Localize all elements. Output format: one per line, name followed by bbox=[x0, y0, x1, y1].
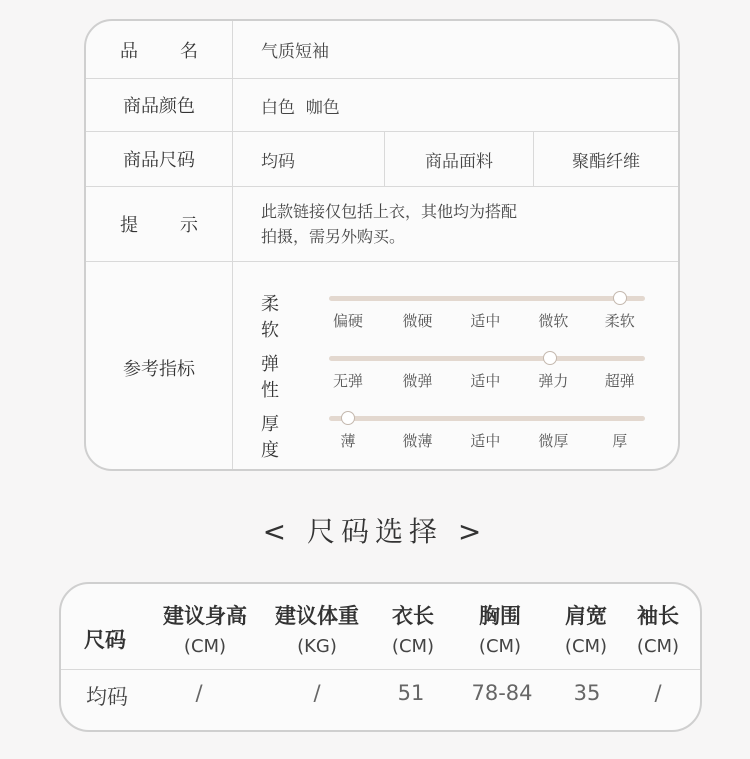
slider-tick: 厚 bbox=[612, 432, 628, 450]
slider-knob bbox=[341, 411, 355, 425]
table-cell: / bbox=[195, 681, 203, 705]
color-label: 商品颜色 bbox=[86, 79, 233, 131]
slider-tick: 微厚 bbox=[538, 432, 569, 450]
tip-label-char: 提 bbox=[120, 215, 138, 236]
tip-value bbox=[233, 187, 678, 261]
size-section-title: < 尺码选择 > bbox=[262, 515, 488, 548]
slider-tick: 微薄 bbox=[402, 432, 433, 450]
slider-title: 柔软 bbox=[261, 294, 279, 341]
size-label: 商品尺码 bbox=[86, 132, 233, 186]
color-row bbox=[86, 79, 678, 132]
slider-tick: 弹力 bbox=[538, 372, 569, 390]
color-value bbox=[233, 79, 678, 131]
slider-track bbox=[329, 356, 645, 361]
table-cell: 35 bbox=[573, 681, 601, 705]
name-row bbox=[86, 21, 678, 79]
slider-tick: 适中 bbox=[470, 432, 501, 450]
reference-label: 参考指标 bbox=[86, 262, 233, 471]
slider-track bbox=[329, 416, 645, 421]
column-head: 肩宽 bbox=[565, 604, 607, 628]
size-table bbox=[59, 582, 702, 732]
column-unit: (CM) bbox=[478, 636, 522, 657]
tip-label-char: 示 bbox=[180, 215, 198, 236]
fabric-label: 商品面料 bbox=[385, 132, 534, 186]
slider-track bbox=[329, 296, 645, 301]
chest-column-header bbox=[479, 600, 521, 657]
table-cell: / bbox=[313, 681, 321, 705]
name-value: 气质短袖 bbox=[261, 42, 329, 62]
slider-tick: 微弹 bbox=[402, 372, 433, 390]
sleeve-column-header bbox=[637, 600, 679, 657]
slider-tick: 超弹 bbox=[604, 372, 635, 390]
slider-tick: 微硬 bbox=[402, 312, 433, 330]
column-unit: (KG) bbox=[297, 636, 337, 657]
column-unit: (CM) bbox=[391, 636, 435, 657]
table-divider bbox=[61, 669, 700, 670]
slider-tick: 适中 bbox=[470, 372, 501, 390]
column-unit: (CM) bbox=[183, 636, 227, 657]
column-head: 胸围 bbox=[479, 604, 521, 628]
name-label-char: 名 bbox=[180, 40, 198, 62]
weight-column-header bbox=[275, 600, 359, 657]
slider-title: 厚度 bbox=[261, 414, 279, 461]
column-unit: (CM) bbox=[636, 636, 680, 657]
column-unit: (CM) bbox=[564, 636, 608, 657]
name-label-cell bbox=[86, 21, 233, 78]
tip-row bbox=[86, 187, 678, 262]
size-cell: 均码 bbox=[86, 685, 128, 709]
table-cell: / bbox=[654, 681, 662, 705]
size-header: 尺码 bbox=[84, 628, 126, 652]
fabric-value: 聚酯纤维 bbox=[572, 151, 640, 172]
length-column-header bbox=[392, 600, 434, 657]
name-label-char: 品 bbox=[120, 40, 138, 62]
size-value: 均码 bbox=[233, 132, 385, 186]
reference-row bbox=[86, 262, 678, 471]
column-head: 袖长 bbox=[637, 604, 679, 628]
tip-label-cell bbox=[86, 187, 233, 261]
tip-line: 拍摄，需另外购买。 bbox=[261, 227, 406, 246]
table-cell: 78-84 bbox=[471, 681, 533, 705]
size-fabric-row bbox=[86, 132, 678, 187]
shoulder-column-header bbox=[565, 600, 607, 657]
slider-tick: 柔软 bbox=[604, 312, 635, 330]
size-column-header bbox=[84, 624, 126, 654]
slider-title: 弹性 bbox=[261, 354, 279, 401]
height-column-header bbox=[163, 600, 247, 657]
color-value-text: 白色 咖色 bbox=[261, 97, 340, 118]
product-info-card bbox=[84, 19, 680, 471]
slider-knob bbox=[613, 291, 627, 305]
slider-tick: 偏硬 bbox=[332, 312, 363, 330]
slider-tick: 微软 bbox=[538, 312, 569, 330]
slider-tick: 薄 bbox=[340, 432, 356, 450]
tip-line: 此款链接仅包括上衣，其他均为搭配 bbox=[261, 202, 518, 221]
slider-knob bbox=[543, 351, 557, 365]
column-head: 衣长 bbox=[392, 604, 434, 628]
table-cell: 51 bbox=[397, 681, 425, 705]
column-head: 建议身高 bbox=[163, 604, 247, 628]
slider-tick: 无弹 bbox=[332, 372, 363, 390]
column-head: 建议体重 bbox=[275, 604, 359, 628]
slider-tick: 适中 bbox=[470, 312, 501, 330]
